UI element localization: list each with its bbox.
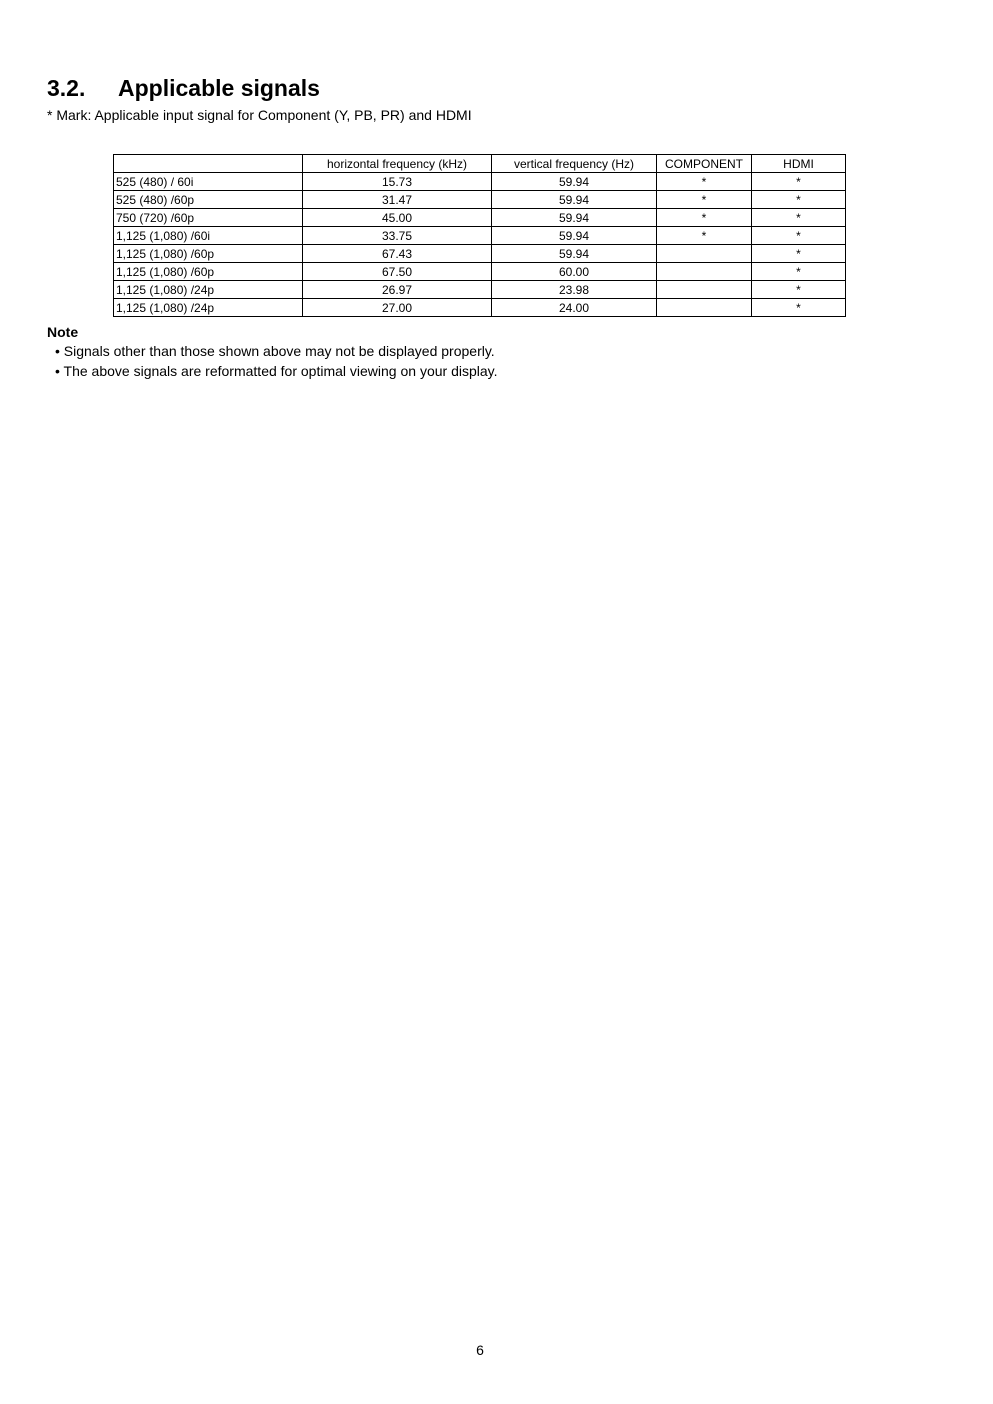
hdmi-cell: * <box>752 173 846 191</box>
hdmi-cell: * <box>752 281 846 299</box>
note-item: • The above signals are reformatted for optimal viewing on your display. <box>55 363 498 379</box>
hdmi-cell: * <box>752 209 846 227</box>
signal-cell: 1,125 (1,080) /24p <box>114 299 303 317</box>
horizontal-frequency-cell: 31.47 <box>303 191 492 209</box>
section-heading <box>47 73 320 103</box>
table-row <box>114 245 846 263</box>
vertical-frequency-cell: 23.98 <box>492 281 657 299</box>
hdmi-cell: * <box>752 227 846 245</box>
component-cell: * <box>657 173 752 191</box>
horizontal-frequency-cell: 27.00 <box>303 299 492 317</box>
component-cell <box>657 245 752 263</box>
section-number: 3.2. <box>47 75 86 101</box>
table-row <box>114 173 846 191</box>
note-title: Note <box>47 324 79 340</box>
component-cell <box>657 281 752 299</box>
hdmi-cell: * <box>752 245 846 263</box>
section-title: Applicable signals <box>118 75 320 101</box>
component-cell: * <box>657 227 752 245</box>
table-row <box>114 191 846 209</box>
horizontal-frequency-cell: 67.50 <box>303 263 492 281</box>
signal-cell: 1,125 (1,080) /60i <box>114 227 303 245</box>
horizontal-frequency-cell: 33.75 <box>303 227 492 245</box>
vertical-frequency-cell: 59.94 <box>492 209 657 227</box>
vertical-frequency-cell: 59.94 <box>492 245 657 263</box>
signals-table <box>113 154 846 317</box>
vertical-frequency-cell: 60.00 <box>492 263 657 281</box>
mark-description: * Mark: Applicable input signal for Component (Y, PB, PR) and HDMI <box>47 107 472 123</box>
horizontal-frequency-cell: 26.97 <box>303 281 492 299</box>
vertical-frequency-cell: 59.94 <box>492 191 657 209</box>
component-cell <box>657 263 752 281</box>
hdmi-cell: * <box>752 299 846 317</box>
table-row <box>114 263 846 281</box>
horizontal-frequency-cell: 15.73 <box>303 173 492 191</box>
page-number: 6 <box>476 1342 484 1358</box>
signal-cell: 1,125 (1,080) /60p <box>114 245 303 263</box>
signal-cell: 1,125 (1,080) /24p <box>114 281 303 299</box>
table-row <box>114 227 846 245</box>
hdmi-cell: * <box>752 263 846 281</box>
signal-cell: 750 (720) /60p <box>114 209 303 227</box>
signal-cell: 525 (480) /60p <box>114 191 303 209</box>
table-row <box>114 281 846 299</box>
signal-cell: 1,125 (1,080) /60p <box>114 263 303 281</box>
component-cell <box>657 299 752 317</box>
table-row <box>114 299 846 317</box>
component-cell: * <box>657 191 752 209</box>
signal-cell: 525 (480) / 60i <box>114 173 303 191</box>
header-horizontal-frequency: horizontal frequency (kHz) <box>303 155 492 173</box>
hdmi-cell: * <box>752 191 846 209</box>
header-component: COMPONENT <box>657 155 752 173</box>
vertical-frequency-cell: 59.94 <box>492 227 657 245</box>
note-list <box>55 341 498 381</box>
vertical-frequency-cell: 24.00 <box>492 299 657 317</box>
horizontal-frequency-cell: 45.00 <box>303 209 492 227</box>
header-signal <box>114 155 303 173</box>
header-hdmi: HDMI <box>752 155 846 173</box>
horizontal-frequency-cell: 67.43 <box>303 245 492 263</box>
header-vertical-frequency: vertical frequency (Hz) <box>492 155 657 173</box>
note-item: • Signals other than those shown above may not be displayed properly. <box>55 343 495 359</box>
vertical-frequency-cell: 59.94 <box>492 173 657 191</box>
component-cell: * <box>657 209 752 227</box>
table-row <box>114 209 846 227</box>
table-header-row <box>114 155 846 173</box>
